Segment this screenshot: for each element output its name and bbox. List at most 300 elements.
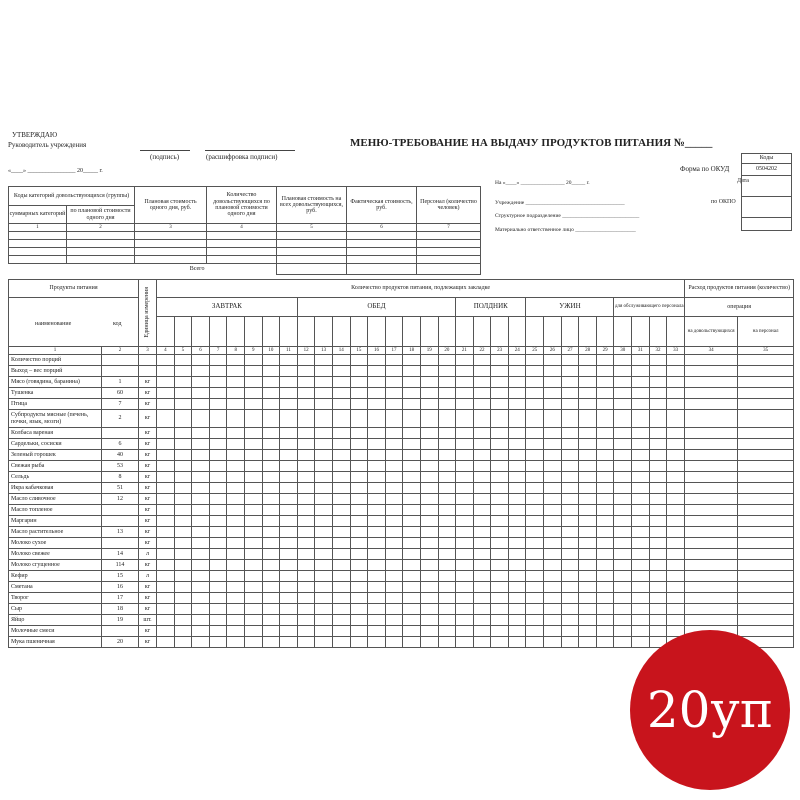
entry-cell[interactable] [526,483,544,494]
entry-cell[interactable] [685,494,738,505]
entry-cell[interactable] [685,399,738,410]
entry-cell[interactable] [579,593,597,604]
entry-cell[interactable] [368,450,386,461]
entry-cell[interactable] [315,615,333,626]
entry-cell[interactable] [315,410,333,428]
entry-cell[interactable] [420,571,438,582]
entry-cell[interactable] [315,571,333,582]
entry-cell[interactable] [456,355,474,366]
entry-cell[interactable] [174,516,192,527]
entry-cell[interactable] [473,388,491,399]
entry-cell[interactable] [649,604,667,615]
entry-cell[interactable] [649,461,667,472]
entry-cell[interactable] [244,483,262,494]
entry-cell[interactable] [157,377,175,388]
entry-cell[interactable] [685,461,738,472]
entry-cell[interactable] [561,626,579,637]
entry-cell[interactable] [544,637,562,648]
entry-cell[interactable] [508,483,526,494]
entry-cell[interactable] [579,571,597,582]
entry-cell[interactable] [456,494,474,505]
entry-cell[interactable] [596,388,614,399]
entry-cell[interactable] [315,494,333,505]
entry-cell[interactable] [508,637,526,648]
entry-cell[interactable] [157,388,175,399]
entry-cell[interactable] [632,527,650,538]
entry-cell[interactable] [667,571,685,582]
entry-cell[interactable] [280,428,298,439]
entry-cell[interactable] [227,505,245,516]
entry-cell[interactable] [526,461,544,472]
entry-cell[interactable] [227,538,245,549]
entry-cell[interactable] [579,410,597,428]
entry-cell[interactable] [561,472,579,483]
entry-cell[interactable] [508,538,526,549]
entry-cell[interactable] [420,428,438,439]
entry-cell[interactable] [192,494,210,505]
entry-cell[interactable] [297,637,315,648]
entry-cell[interactable] [667,399,685,410]
entry-cell[interactable] [368,538,386,549]
entry-cell[interactable] [244,604,262,615]
entry-cell[interactable] [632,626,650,637]
entry-cell[interactable] [315,439,333,450]
entry-cell[interactable] [227,399,245,410]
entry-cell[interactable] [157,494,175,505]
entry-cell[interactable] [614,450,632,461]
entry-cell[interactable] [244,560,262,571]
entry-cell[interactable] [192,483,210,494]
entry-cell[interactable] [227,571,245,582]
entry-cell[interactable] [544,538,562,549]
entry-cell[interactable] [438,366,456,377]
entry-cell[interactable] [473,637,491,648]
entry-cell[interactable] [456,560,474,571]
entry-cell[interactable] [332,355,350,366]
entry-cell[interactable] [526,538,544,549]
entry-cell[interactable] [174,549,192,560]
entry-cell[interactable] [368,439,386,450]
entry-cell[interactable] [385,377,403,388]
entry-cell[interactable] [473,516,491,527]
entry-cell[interactable] [350,472,368,483]
entry-cell[interactable] [332,439,350,450]
entry-cell[interactable] [614,582,632,593]
entry-cell[interactable] [350,377,368,388]
entry-cell[interactable] [332,410,350,428]
entry-cell[interactable] [262,410,280,428]
entry-cell[interactable] [579,428,597,439]
entry-cell[interactable] [420,472,438,483]
entry-cell[interactable] [350,410,368,428]
entry-cell[interactable] [614,560,632,571]
entry-cell[interactable] [209,483,227,494]
entry-cell[interactable] [332,377,350,388]
entry-cell[interactable] [456,377,474,388]
entry-cell[interactable] [544,483,562,494]
entry-cell[interactable] [403,388,421,399]
entry-cell[interactable] [632,538,650,549]
entry-cell[interactable] [579,377,597,388]
entry-cell[interactable] [280,388,298,399]
entry-cell[interactable] [526,355,544,366]
entry-cell[interactable] [614,637,632,648]
entry-cell[interactable] [315,366,333,377]
entry-cell[interactable] [244,549,262,560]
entry-cell[interactable] [596,399,614,410]
entry-cell[interactable] [227,615,245,626]
entry-cell[interactable] [280,560,298,571]
entry-cell[interactable] [596,560,614,571]
entry-cell[interactable] [244,494,262,505]
entry-cell[interactable] [438,494,456,505]
entry-cell[interactable] [192,450,210,461]
entry-cell[interactable] [738,505,794,516]
entry-cell[interactable] [579,582,597,593]
entry-cell[interactable] [491,494,509,505]
entry-cell[interactable] [667,450,685,461]
entry-cell[interactable] [456,604,474,615]
entry-cell[interactable] [297,428,315,439]
entry-cell[interactable] [667,472,685,483]
entry-cell[interactable] [297,549,315,560]
entry-cell[interactable] [315,428,333,439]
entry-cell[interactable] [544,516,562,527]
entry-cell[interactable] [368,615,386,626]
entry-cell[interactable] [174,637,192,648]
entry-cell[interactable] [262,377,280,388]
entry-cell[interactable] [561,582,579,593]
entry-cell[interactable] [632,472,650,483]
entry-cell[interactable] [385,626,403,637]
entry-cell[interactable] [473,626,491,637]
entry-cell[interactable] [332,483,350,494]
entry-cell[interactable] [632,560,650,571]
entry-cell[interactable] [491,439,509,450]
entry-cell[interactable] [632,439,650,450]
entry-cell[interactable] [297,571,315,582]
entry-cell[interactable] [561,527,579,538]
entry-cell[interactable] [685,355,738,366]
entry-cell[interactable] [544,549,562,560]
entry-cell[interactable] [667,615,685,626]
entry-cell[interactable] [227,593,245,604]
entry-cell[interactable] [297,560,315,571]
entry-cell[interactable] [385,399,403,410]
entry-cell[interactable] [280,410,298,428]
entry-cell[interactable] [280,505,298,516]
entry-cell[interactable] [596,582,614,593]
entry-cell[interactable] [561,410,579,428]
entry-cell[interactable] [174,505,192,516]
entry-cell[interactable] [632,593,650,604]
entry-cell[interactable] [456,450,474,461]
entry-cell[interactable] [649,388,667,399]
entry-cell[interactable] [209,582,227,593]
entry-cell[interactable] [579,399,597,410]
entry-cell[interactable] [438,571,456,582]
entry-cell[interactable] [403,355,421,366]
entry-cell[interactable] [385,410,403,428]
entry-cell[interactable] [632,483,650,494]
entry-cell[interactable] [315,593,333,604]
entry-cell[interactable] [368,366,386,377]
entry-cell[interactable] [174,527,192,538]
entry-cell[interactable] [227,388,245,399]
entry-cell[interactable] [385,439,403,450]
entry-cell[interactable] [174,494,192,505]
entry-cell[interactable] [280,549,298,560]
entry-cell[interactable] [262,439,280,450]
entry-cell[interactable] [368,560,386,571]
entry-cell[interactable] [473,494,491,505]
entry-cell[interactable] [227,377,245,388]
entry-cell[interactable] [596,615,614,626]
entry-cell[interactable] [508,439,526,450]
entry-cell[interactable] [262,494,280,505]
entry-cell[interactable] [157,472,175,483]
entry-cell[interactable] [508,516,526,527]
entry-cell[interactable] [526,399,544,410]
entry-cell[interactable] [420,494,438,505]
entry-cell[interactable] [350,527,368,538]
entry-cell[interactable] [244,626,262,637]
entry-cell[interactable] [403,516,421,527]
entry-cell[interactable] [614,615,632,626]
entry-cell[interactable] [385,494,403,505]
entry-cell[interactable] [280,483,298,494]
entry-cell[interactable] [491,388,509,399]
entry-cell[interactable] [209,450,227,461]
entry-cell[interactable] [579,637,597,648]
entry-cell[interactable] [420,450,438,461]
entry-cell[interactable] [561,483,579,494]
entry-cell[interactable] [385,582,403,593]
entry-cell[interactable] [244,571,262,582]
entry-cell[interactable] [561,355,579,366]
entry-cell[interactable] [473,472,491,483]
entry-cell[interactable] [332,472,350,483]
entry-cell[interactable] [368,494,386,505]
entry-cell[interactable] [209,637,227,648]
entry-cell[interactable] [561,571,579,582]
entry-cell[interactable] [667,461,685,472]
entry-cell[interactable] [209,571,227,582]
entry-cell[interactable] [244,527,262,538]
entry-cell[interactable] [667,538,685,549]
entry-cell[interactable] [561,388,579,399]
entry-cell[interactable] [262,450,280,461]
entry-cell[interactable] [526,472,544,483]
entry-cell[interactable] [579,439,597,450]
entry-cell[interactable] [315,461,333,472]
entry-cell[interactable] [368,637,386,648]
entry-cell[interactable] [209,615,227,626]
entry-cell[interactable] [456,461,474,472]
entry-cell[interactable] [315,582,333,593]
entry-cell[interactable] [526,626,544,637]
entry-cell[interactable] [297,388,315,399]
entry-cell[interactable] [491,615,509,626]
entry-cell[interactable] [508,527,526,538]
entry-cell[interactable] [227,604,245,615]
entry-cell[interactable] [456,637,474,648]
entry-cell[interactable] [332,494,350,505]
entry-cell[interactable] [596,355,614,366]
entry-cell[interactable] [508,461,526,472]
entry-cell[interactable] [368,355,386,366]
entry-cell[interactable] [438,355,456,366]
entry-cell[interactable] [685,593,738,604]
entry-cell[interactable] [227,637,245,648]
entry-cell[interactable] [614,604,632,615]
entry-cell[interactable] [596,428,614,439]
entry-cell[interactable] [508,494,526,505]
entry-cell[interactable] [738,377,794,388]
entry-cell[interactable] [526,527,544,538]
entry-cell[interactable] [315,450,333,461]
entry-cell[interactable] [297,472,315,483]
entry-cell[interactable] [456,483,474,494]
entry-cell[interactable] [685,410,738,428]
entry-cell[interactable] [350,571,368,582]
entry-cell[interactable] [315,505,333,516]
entry-cell[interactable] [596,505,614,516]
entry-cell[interactable] [596,366,614,377]
entry-cell[interactable] [244,355,262,366]
entry-cell[interactable] [632,582,650,593]
entry-cell[interactable] [579,355,597,366]
entry-cell[interactable] [632,505,650,516]
entry-cell[interactable] [491,377,509,388]
entry-cell[interactable] [262,505,280,516]
entry-cell[interactable] [262,472,280,483]
entry-cell[interactable] [157,516,175,527]
entry-cell[interactable] [420,615,438,626]
entry-cell[interactable] [649,560,667,571]
entry-cell[interactable] [596,571,614,582]
entry-cell[interactable] [738,439,794,450]
entry-cell[interactable] [332,516,350,527]
entry-cell[interactable] [350,399,368,410]
entry-cell[interactable] [157,615,175,626]
entry-cell[interactable] [508,549,526,560]
entry-cell[interactable] [685,538,738,549]
entry-cell[interactable] [456,399,474,410]
entry-cell[interactable] [738,410,794,428]
entry-cell[interactable] [350,582,368,593]
entry-cell[interactable] [579,560,597,571]
entry-cell[interactable] [227,439,245,450]
entry-cell[interactable] [332,428,350,439]
entry-cell[interactable] [508,388,526,399]
entry-cell[interactable] [438,461,456,472]
entry-cell[interactable] [596,494,614,505]
entry-cell[interactable] [667,428,685,439]
entry-cell[interactable] [368,549,386,560]
entry-cell[interactable] [368,461,386,472]
entry-cell[interactable] [649,450,667,461]
entry-cell[interactable] [227,560,245,571]
entry-cell[interactable] [297,355,315,366]
entry-cell[interactable] [192,582,210,593]
entry-cell[interactable] [632,366,650,377]
entry-cell[interactable] [420,626,438,637]
entry-cell[interactable] [614,410,632,428]
entry-cell[interactable] [649,527,667,538]
entry-cell[interactable] [332,450,350,461]
entry-cell[interactable] [438,527,456,538]
entry-cell[interactable] [649,571,667,582]
entry-cell[interactable] [368,410,386,428]
entry-cell[interactable] [526,439,544,450]
entry-cell[interactable] [385,615,403,626]
entry-cell[interactable] [649,428,667,439]
entry-cell[interactable] [544,505,562,516]
entry-cell[interactable] [227,410,245,428]
entry-cell[interactable] [596,377,614,388]
entry-cell[interactable] [632,494,650,505]
entry-cell[interactable] [667,410,685,428]
entry-cell[interactable] [491,355,509,366]
entry-cell[interactable] [385,483,403,494]
entry-cell[interactable] [632,571,650,582]
entry-cell[interactable] [262,399,280,410]
entry-cell[interactable] [420,388,438,399]
entry-cell[interactable] [685,483,738,494]
entry-cell[interactable] [403,626,421,637]
entry-cell[interactable] [403,377,421,388]
entry-cell[interactable] [157,637,175,648]
entry-cell[interactable] [350,366,368,377]
entry-cell[interactable] [403,399,421,410]
entry-cell[interactable] [403,615,421,626]
entry-cell[interactable] [544,582,562,593]
entry-cell[interactable] [192,355,210,366]
entry-cell[interactable] [403,428,421,439]
entry-cell[interactable] [596,516,614,527]
entry-cell[interactable] [508,604,526,615]
entry-cell[interactable] [614,527,632,538]
entry-cell[interactable] [544,388,562,399]
entry-cell[interactable] [649,516,667,527]
entry-cell[interactable] [174,388,192,399]
entry-cell[interactable] [280,450,298,461]
entry-cell[interactable] [368,388,386,399]
entry-cell[interactable] [192,549,210,560]
entry-cell[interactable] [685,549,738,560]
entry-cell[interactable] [297,494,315,505]
entry-cell[interactable] [685,582,738,593]
entry-cell[interactable] [192,399,210,410]
entry-cell[interactable] [473,439,491,450]
entry-cell[interactable] [332,505,350,516]
entry-cell[interactable] [456,538,474,549]
entry-cell[interactable] [350,461,368,472]
entry-cell[interactable] [438,538,456,549]
entry-cell[interactable] [157,355,175,366]
entry-cell[interactable] [632,450,650,461]
entry-cell[interactable] [420,399,438,410]
entry-cell[interactable] [368,377,386,388]
entry-cell[interactable] [491,560,509,571]
entry-cell[interactable] [174,410,192,428]
entry-cell[interactable] [420,516,438,527]
entry-cell[interactable] [420,538,438,549]
entry-cell[interactable] [526,366,544,377]
entry-cell[interactable] [685,560,738,571]
entry-cell[interactable] [420,505,438,516]
